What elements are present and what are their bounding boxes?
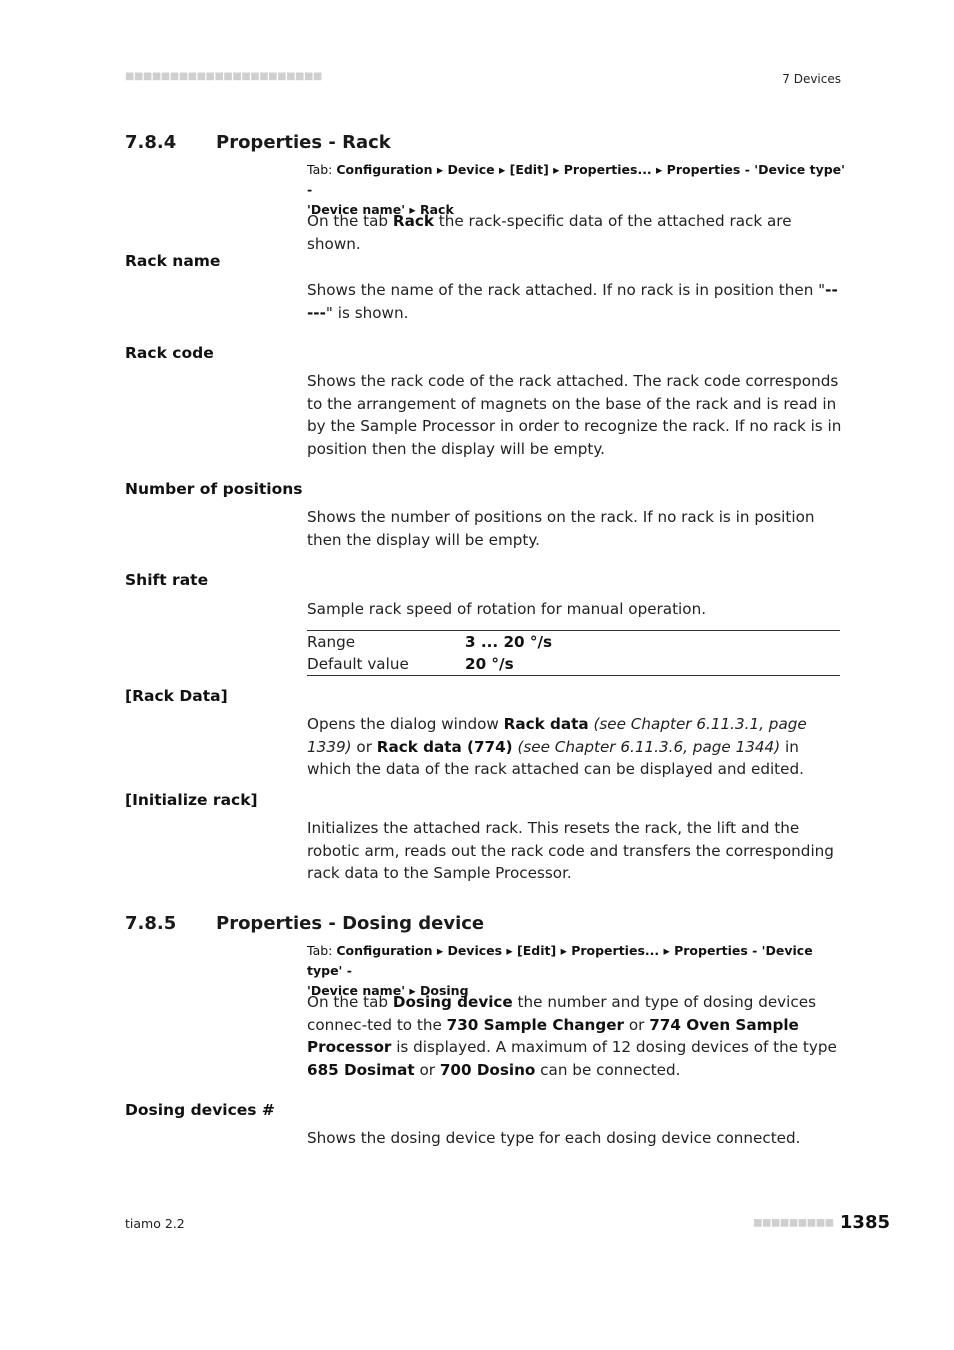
field-label-shift-rate: Shift rate — [125, 571, 209, 589]
field-desc-rack-code: Shows the rack code of the rack attached. The rack code corresponds to the arrangement of magnets on the base of the rack and is read in by the Sample Processor in order to recognize the rack. If no rack is in position then the display will be empty. — [307, 372, 842, 458]
field-label-rack-code: Rack code — [125, 344, 214, 362]
field-label-rack-name: Rack name — [125, 252, 221, 270]
page-number: 1385 — [839, 1212, 890, 1233]
header-decoration: ■■■■■■■■■■■■■■■■■■■■■■ — [125, 71, 322, 82]
dosing-intro-paragraph: On the tab Dosing device the number and type of dosing devices connec-ted to the 730 Sample Changer or 774 Oven Sample Processor is displayed. A maximum of 12 dosing devices of the type 685 Dosimat or 700 Dosino can be connected. — [307, 993, 837, 1079]
field-label-dosing-devices: Dosing devices # — [125, 1101, 275, 1119]
section-title: Properties - Dosing device — [216, 913, 485, 934]
table-key: Range — [307, 633, 356, 651]
footer-product: tiamo 2.2 — [125, 1216, 185, 1231]
field-label-rack-data: [Rack Data] — [125, 687, 228, 705]
table-row — [307, 653, 840, 675]
tab-prefix: Tab: — [307, 162, 337, 177]
field-desc-initialize-rack: Initializes the attached rack. This resets the rack, the lift and the robotic arm, reads out the rack code and transfers the corresponding rack data to the Sample Processor. — [307, 819, 834, 883]
intro-paragraph: On the tab Rack the rack-specific data of the attached rack are shown. — [307, 212, 792, 253]
section-title: Properties - Rack — [216, 132, 391, 153]
footer-page — [753, 1212, 890, 1233]
shift-rate-table — [307, 630, 840, 676]
tab-path-line1: Configuration ▸ Devices ▸ [Edit] ▸ Properties... ▸ Properties - 'Device type' - — [307, 943, 813, 978]
table-value: 20 °/s — [465, 655, 514, 673]
field-desc-rack-name: Shows the name of the rack attached. If no rack is in position then "-----" is shown. — [307, 281, 838, 322]
field-desc-shift-rate: Sample rack speed of rotation for manual operation. — [307, 600, 707, 618]
chapter-reference: (see Chapter 6.11.3.6, page 1344) — [517, 737, 781, 756]
field-desc-number-of-positions: Shows the number of positions on the rack. If no rack is in position then the display will be empty. — [307, 508, 815, 549]
section-number: 7.8.5 — [125, 913, 177, 934]
table-key: Default value — [307, 655, 409, 673]
table-value: 3 ... 20 °/s — [465, 633, 553, 651]
tab-path-line1: Configuration ▸ Device ▸ [Edit] ▸ Properties... ▸ Properties - 'Device type' - — [307, 162, 845, 197]
field-desc-dosing-devices: Shows the dosing device type for each dosing device connected. — [307, 1129, 801, 1147]
chapter-reference: (see Chapter 6.11.3.1, page 1339) — [307, 715, 807, 756]
footer-decoration: ■■■■■■■■■ — [753, 1217, 834, 1229]
field-label-number-of-positions: Number of positions — [125, 480, 303, 498]
header-chapter: 7 Devices — [782, 72, 841, 86]
tab-prefix: Tab: — [307, 943, 337, 958]
tab-path-line2: 'Device name' ▸ Rack — [307, 202, 454, 217]
section-number: 7.8.4 — [125, 132, 177, 153]
field-label-initialize-rack: [Initialize rack] — [125, 791, 258, 809]
table-row — [307, 631, 840, 653]
field-desc-rack-data: Opens the dialog window Rack data (see Chapter 6.11.3.1, page 1339) or Rack data (774) (see Chapter 6.11.3.6, page 1344) in which the data of the rack attached can be displayed and edited. — [307, 715, 807, 779]
tab-path-line2: 'Device name' ▸ Dosing — [307, 983, 469, 998]
